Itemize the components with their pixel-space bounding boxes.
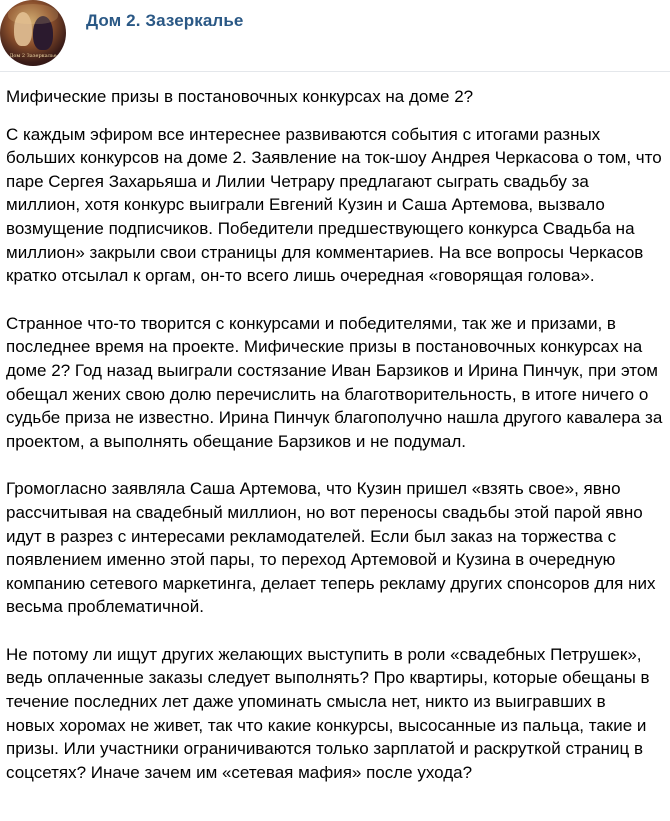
paragraph-line: компанию сетевого маркетинга, делает теперь рекламу других спонсоров для них bbox=[6, 573, 656, 593]
paragraph-line: Громогласно заявляла Саша Артемова, что Кузин пришел «взять свое», явно bbox=[6, 479, 621, 499]
paragraph-line: паре Сергея Захарьяша и Лилии Четрару предлагают сыграть свадьбу за bbox=[6, 171, 589, 191]
post-title bbox=[6, 85, 668, 109]
paragraph-line: С каждым эфиром все интереснее развиваются события с итогами разных bbox=[6, 124, 601, 144]
paragraph-line: больших конкурсов на доме 2. Заявление на ток-шоу Андрея Черкасова о том, что bbox=[6, 148, 662, 168]
post-paragraph-2 bbox=[6, 312, 668, 454]
paragraph-line: кратко отсылал к оргам, он-то всего лишь очередная «говорящая голова». bbox=[6, 266, 595, 286]
paragraph-line: соцсетях? Иначе зачем им «сетевая мафия» после ухода? bbox=[6, 762, 473, 782]
paragraph-line: идут в разрез с интересами рекламодателей. Если был заказ на торжества с bbox=[6, 526, 617, 546]
paragraph-line: доме 2? Год назад выиграли состязание Иван Барзиков и Ирина Пинчук, при этом bbox=[6, 360, 658, 380]
paragraph-line: призы. Или участники ограничиваются только зарплатой и раскруткой страниц в bbox=[6, 739, 644, 759]
post-header bbox=[0, 0, 670, 72]
paragraph-line: возмущение подписчиков. Победители предшествующего конкурса Свадьба на bbox=[6, 218, 635, 238]
group-avatar-icon[interactable] bbox=[0, 0, 66, 66]
paragraph-line: ведь оплаченные заказы следует выполнять? Про квартиры, которые обещаны в bbox=[6, 668, 650, 688]
avatar-caption: Дом 2 Зазеркалье bbox=[9, 53, 57, 59]
post-paragraph-4 bbox=[6, 643, 668, 785]
paragraph-line: Странное что-то творится с конкурсами и победителями, так же и призами, в bbox=[6, 313, 616, 333]
paragraph-line: течение последних лет даже упоминать смысла нет, никто из выигравших в bbox=[6, 692, 606, 712]
paragraph-line: судьбе приза не известно. Ирина Пинчук благополучно нашла другого кавалера за bbox=[6, 408, 663, 428]
post-paragraph-1 bbox=[6, 123, 668, 288]
post-paragraph-3 bbox=[6, 477, 668, 619]
paragraph-line: весьма проблематичной. bbox=[6, 597, 204, 617]
paragraph-line: проектом, а выполнять обещание Барзиков и не подумал. bbox=[6, 431, 467, 451]
group-name-link[interactable]: Дом 2. Зазеркалье bbox=[86, 11, 244, 30]
paragraph-line: рассчитывая на свадебный миллион, но вот переносы свадьбы этой парой явно bbox=[6, 502, 643, 522]
post-body bbox=[6, 85, 668, 808]
paragraph-line: миллион» закрыли свои страницы для комментариев. На все вопросы Черкасов bbox=[6, 242, 644, 262]
paragraph-line: миллион, хотя конкурс выиграли Евгений Кузин и Саша Артемова, вызвало bbox=[6, 195, 605, 215]
avatar-glow bbox=[8, 4, 58, 24]
paragraph-line: Не потому ли ищут других желающих выступить в роли «свадебных Петрушек», bbox=[6, 644, 642, 664]
paragraph-line: появлением именно этой пары, то переход Артемовой и Кузина в очередную bbox=[6, 550, 616, 570]
paragraph-line: последнее время на проекте. Мифические призы в постановочных конкурсах на bbox=[6, 337, 643, 357]
post-title-text: Мифические призы в постановочных конкурсах на доме 2? bbox=[6, 87, 474, 106]
paragraph-line: новых хоромах не живет, так что какие конкурсы, высосанные из пальца, такие и bbox=[6, 715, 647, 735]
paragraph-line: обещал жених свою долю перечислить на благотворительность, в итоге ничего о bbox=[6, 384, 649, 404]
